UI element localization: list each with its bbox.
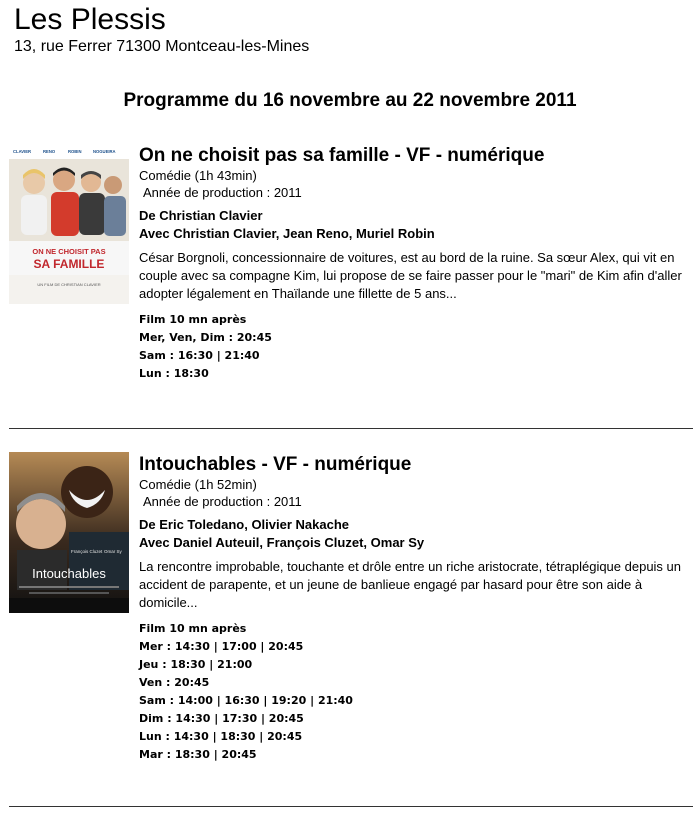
poster-credit: UN FILM DE CHRISTIAN CLAVIER — [37, 282, 101, 287]
film-genre: Comédie (1h 52min) — [139, 477, 257, 492]
poster-title: Intouchables — [32, 566, 106, 581]
film-poster-2[interactable] — [9, 452, 129, 613]
showtimes — [139, 620, 694, 764]
cinema-name: Les Plessis — [14, 3, 166, 36]
showtime-row: Jeu : 18:30 | 21:00 — [139, 658, 253, 671]
showtime-row: Mer : 14:30 | 17:00 | 20:45 — [139, 640, 304, 653]
showtime-row: Dim : 14:30 | 17:30 | 20:45 — [139, 712, 304, 725]
film-cast: Avec Daniel Auteuil, François Cluzet, Omar Sy — [139, 535, 425, 550]
showtime-row: Mar : 18:30 | 20:45 — [139, 748, 257, 761]
film-poster-1[interactable] — [9, 143, 129, 304]
showtime-row: Mer, Ven, Dim : 20:45 — [139, 331, 272, 344]
programme-title: Programme du 16 novembre au 22 novembre 2011 — [123, 90, 577, 111]
poster-cast-name-2: Omar Sy — [104, 549, 122, 554]
poster-tagline-1: ON NE CHOISIT PAS — [32, 247, 106, 256]
showtime-row: Sam : 16:30 | 21:40 — [139, 349, 260, 362]
showtime-row: Lun : 18:30 — [139, 367, 209, 380]
poster-cast-name-3: ROBIN — [68, 149, 82, 154]
showtime-row: Ven : 20:45 — [139, 676, 210, 689]
showtime-row: Sam : 14:00 | 16:30 | 19:20 | 21:40 — [139, 694, 353, 707]
showtime-note: Film 10 mn après — [139, 313, 247, 326]
film-year: Année de production : 2011 — [143, 494, 302, 509]
poster-tagline-2: SA FAMILLE — [33, 257, 105, 271]
poster-cast-name-1: CLAVIER — [13, 149, 32, 154]
section-divider — [9, 806, 693, 807]
film-title[interactable]: Intouchables - VF - numérique — [139, 454, 412, 475]
film-title[interactable]: On ne choisit pas sa famille - VF - numérique — [139, 145, 545, 166]
showtime-note: Film 10 mn après — [139, 622, 247, 635]
film-year: Année de production : 2011 — [143, 185, 302, 200]
film-cast: Avec Christian Clavier, Jean Reno, Muriel Robin — [139, 226, 435, 241]
film-director: De Christian Clavier — [139, 208, 263, 223]
showtimes — [139, 311, 694, 383]
section-divider — [9, 428, 693, 429]
cinema-address: 13, rue Ferrer 71300 Montceau-les-Mines — [14, 38, 310, 55]
film-synopsis: La rencontre improbable, touchante et drôle entre un riche aristocrate, tétraplégique depuis un accident de parapente, et un jeune de banlieue engagé par hasard pour être son aide à domicile... — [139, 559, 682, 610]
poster-artwork — [9, 452, 129, 613]
showtime-row: Lun : 14:30 | 18:30 | 20:45 — [139, 730, 303, 743]
film-genre: Comédie (1h 43min) — [139, 168, 257, 183]
poster-cast-name-2: RENO — [43, 149, 56, 154]
film-synopsis: César Borgnoli, concessionnaire de voitures, est au bord de la ruine. Sa sœur Alex, qui vit en couple avec sa compagne Kim, lui propose de se faire passer pour le "mari" de Kim afin d'aller adopter légalement en Thaïlande une fillette de 5 ans... — [139, 250, 682, 301]
poster-cast-name-4: NOGUEIRA — [93, 149, 116, 154]
poster-artwork — [9, 143, 129, 304]
poster-cast-name-1: François Cluzet — [71, 549, 103, 554]
film-director: De Eric Toledano, Olivier Nakache — [139, 517, 350, 532]
